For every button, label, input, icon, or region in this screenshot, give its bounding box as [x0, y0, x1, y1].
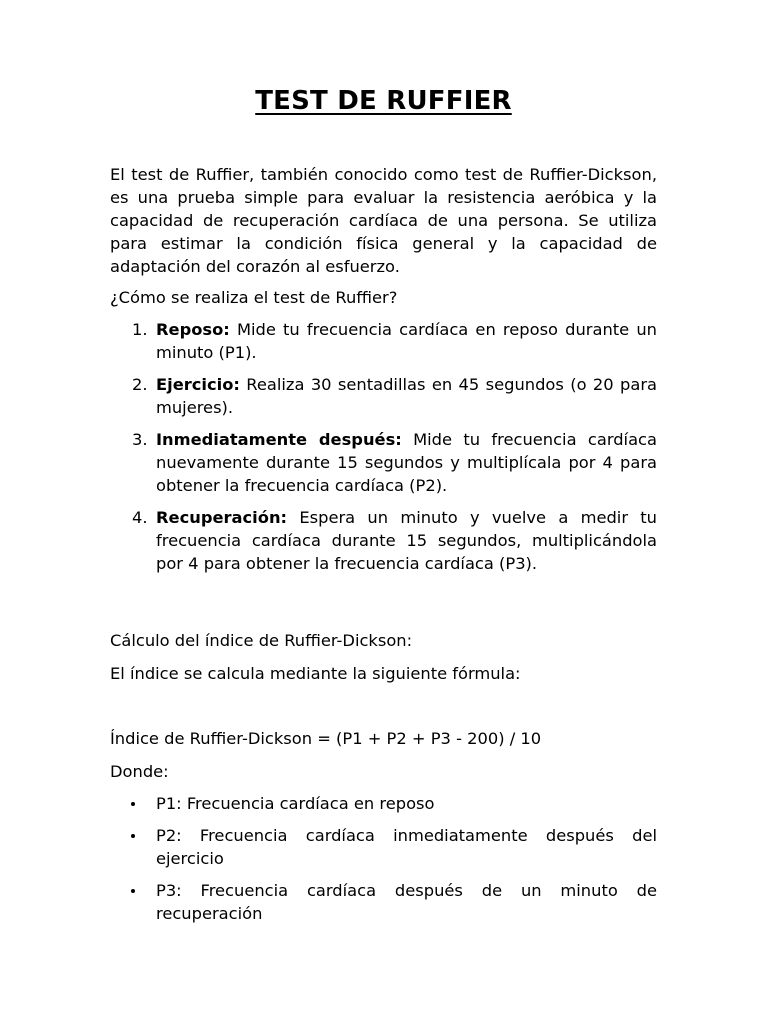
step-text: Realiza 30 sentadillas en 45 segundos (o 20 para mujeres).: [156, 375, 657, 417]
procedure-steps-list: [110, 318, 657, 575]
definitions-list: [110, 792, 657, 925]
step-label: Recuperación:: [156, 508, 288, 527]
definition-item: [110, 792, 657, 815]
calculation-intro: El índice se calcula mediante la siguiente fórmula:: [110, 664, 521, 683]
document-title: TEST DE RUFFIER: [255, 86, 512, 116]
step-text: Mide tu frecuencia cardíaca nuevamente durante 15 segundos y multiplícala por 4 para obtener la frecuencia cardíaca (P2).: [156, 430, 657, 495]
procedure-step: [110, 373, 657, 419]
step-label: Inmediatamente después:: [156, 430, 402, 449]
step-number: 1.: [132, 320, 148, 339]
step-label: Ejercicio:: [156, 375, 240, 394]
procedure-step: [110, 318, 657, 364]
bullet-icon: [131, 802, 135, 806]
bullet-icon: [131, 834, 135, 838]
intro-paragraph: El test de Ruffier, también conocido como test de Ruffier-Dickson, es una prueba simple para evaluar la resistencia aeróbica y la capacidad de recuperación cardíaca de una persona. Se utiliza para estimar la condición física general y la capacidad de adaptación del corazón al esfuerzo.: [110, 165, 657, 276]
procedure-question: ¿Cómo se realiza el test de Ruffier?: [110, 288, 398, 307]
definition-text: P2: Frecuencia cardíaca inmediatamente después del ejercicio: [156, 826, 657, 868]
definition-item: [110, 879, 657, 925]
step-number: 3.: [132, 430, 148, 449]
definition-item: [110, 824, 657, 870]
step-text: Espera un minuto y vuelve a medir tu frecuencia cardíaca durante 15 segundos, multiplicándola por 4 para obtener la frecuencia cardíaca (P3).: [156, 508, 657, 573]
bullet-icon: [131, 889, 135, 893]
document-page: [110, 0, 657, 1024]
definition-text: P1: Frecuencia cardíaca en reposo: [156, 794, 435, 813]
step-label: Reposo:: [156, 320, 230, 339]
formula: Índice de Ruffier-Dickson = (P1 + P2 + P3 - 200) / 10: [110, 729, 542, 748]
step-text: Mide tu frecuencia cardíaca en reposo durante un minuto (P1).: [156, 320, 657, 362]
procedure-step: [110, 428, 657, 497]
where-label: Donde:: [110, 762, 169, 781]
procedure-step: [110, 506, 657, 575]
step-number: 4.: [132, 508, 148, 527]
step-number: 2.: [132, 375, 148, 394]
definition-text: P3: Frecuencia cardíaca después de un minuto de recuperación: [156, 881, 657, 923]
calculation-heading: Cálculo del índice de Ruffier-Dickson:: [110, 631, 413, 650]
